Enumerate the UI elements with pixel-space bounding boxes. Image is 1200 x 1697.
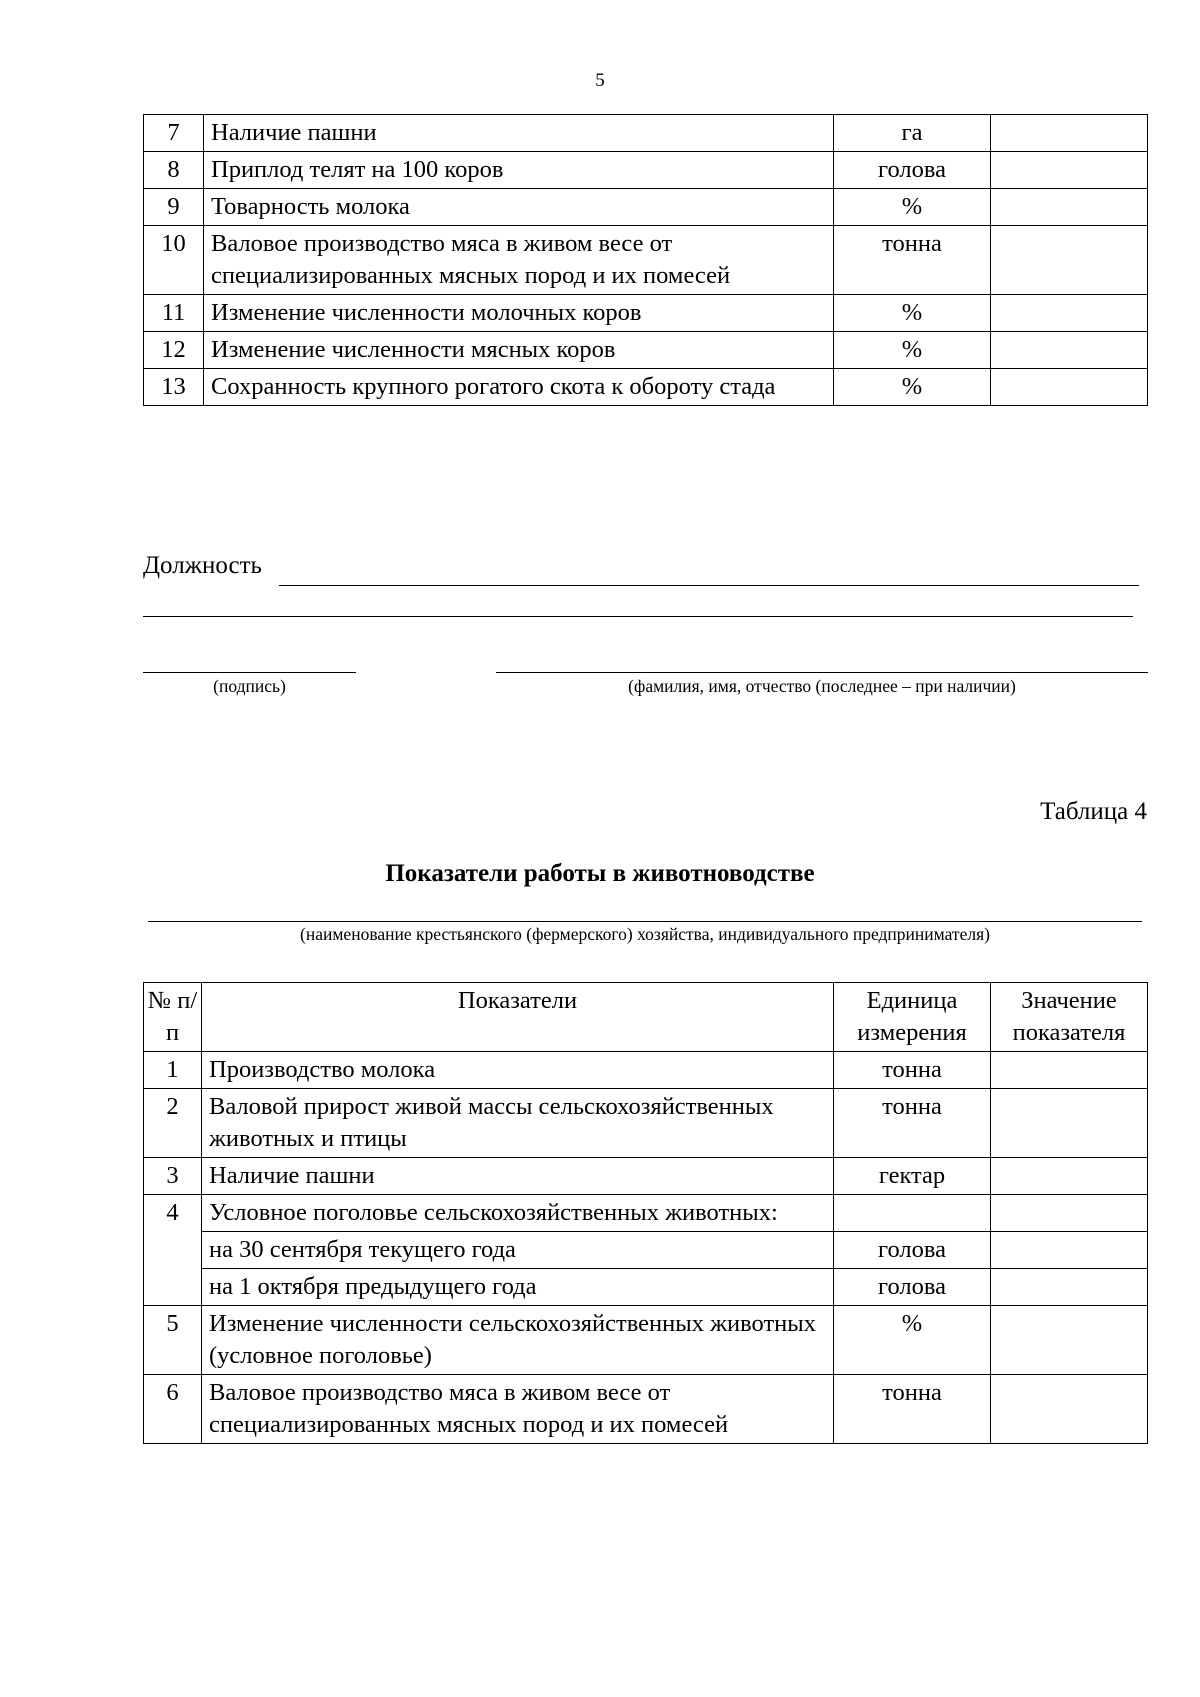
value-cell[interactable] (991, 1232, 1148, 1269)
page-number: 5 (595, 70, 605, 91)
value-cell[interactable] (991, 115, 1148, 152)
unit-cell: тонна (834, 1052, 991, 1089)
organization-name-caption: (наименование крестьянского (фермерского) хозяйства, индивидуального предпринимателя) (300, 924, 990, 944)
value-cell[interactable] (991, 1306, 1148, 1375)
table-4 (143, 982, 1148, 1444)
value-cell[interactable] (991, 189, 1148, 226)
row-number: 11 (144, 295, 204, 332)
unit-cell: % (834, 332, 991, 369)
table-row (144, 226, 1148, 295)
indicator-cell: Сохранность крупного рогатого скота к обороту стада (204, 369, 834, 406)
indicators-table-continued (143, 114, 1148, 406)
table-row (144, 152, 1148, 189)
unit-cell: голова (834, 152, 991, 189)
table-row (144, 369, 1148, 406)
row-number: 12 (144, 332, 204, 369)
table-row (144, 189, 1148, 226)
value-cell[interactable] (991, 332, 1148, 369)
full-name-caption: (фамилия, имя, отчество (последнее – при наличии) (628, 676, 1016, 696)
unit-cell: га (834, 115, 991, 152)
indicator-cell: Изменение численности молочных коров (204, 295, 834, 332)
row-number: 5 (144, 1306, 202, 1375)
unit-cell: % (834, 369, 991, 406)
indicator-cell: Условное поголовье сельскохозяйственных животных: (202, 1195, 834, 1232)
indicator-cell: Приплод телят на 100 коров (204, 152, 834, 189)
row-number: 3 (144, 1158, 202, 1195)
indicator-cell: на 30 сентября текущего года (202, 1232, 834, 1269)
unit-cell: тонна (834, 1089, 991, 1158)
table-header-row (144, 983, 1148, 1052)
table-row (144, 295, 1148, 332)
indicator-cell: Изменение численности сельскохозяйственных животных (условное поголовье) (202, 1306, 834, 1375)
header-number: № п/п (144, 983, 202, 1052)
table-label: Таблица 4 (1040, 798, 1147, 825)
table-title: Показатели работы в животноводстве (385, 860, 815, 887)
indicator-cell: Изменение численности мясных коров (204, 332, 834, 369)
full-name-field[interactable] (496, 672, 1148, 673)
header-indicator: Показатели (202, 983, 834, 1052)
indicator-cell: Валовое производство мяса в живом весе от специализированных мясных пород и их помесей (202, 1375, 834, 1444)
value-cell[interactable] (991, 295, 1148, 332)
unit-cell (834, 1195, 991, 1232)
row-number: 13 (144, 369, 204, 406)
header-unit: Единица измерения (834, 983, 991, 1052)
signature-caption: (подпись) (213, 676, 286, 696)
value-cell[interactable] (991, 1195, 1148, 1232)
unit-cell: голова (834, 1232, 991, 1269)
table-row (144, 1195, 1148, 1232)
value-cell[interactable] (991, 1089, 1148, 1158)
table-row (144, 1052, 1148, 1089)
unit-cell: % (834, 1306, 991, 1375)
value-cell[interactable] (991, 369, 1148, 406)
value-cell[interactable] (991, 1158, 1148, 1195)
unit-cell: % (834, 189, 991, 226)
table-row (144, 1089, 1148, 1158)
unit-cell: % (834, 295, 991, 332)
indicator-cell: Наличие пашни (202, 1158, 834, 1195)
value-cell[interactable] (991, 1375, 1148, 1444)
table-row (144, 1158, 1148, 1195)
value-cell[interactable] (991, 1269, 1148, 1306)
value-cell[interactable] (991, 152, 1148, 189)
indicator-cell: на 1 октября предыдущего года (202, 1269, 834, 1306)
position-field[interactable] (279, 585, 1139, 586)
unit-cell: голова (834, 1269, 991, 1306)
table-subrow (144, 1269, 1148, 1306)
indicator-cell: Наличие пашни (204, 115, 834, 152)
position-label: Должность (143, 552, 262, 579)
row-number: 8 (144, 152, 204, 189)
row-number: 6 (144, 1375, 202, 1444)
row-number: 4 (144, 1195, 202, 1306)
value-cell[interactable] (991, 1052, 1148, 1089)
table-row (144, 1306, 1148, 1375)
indicator-cell: Производство молока (202, 1052, 834, 1089)
organization-name-field[interactable] (148, 921, 1142, 922)
unit-cell: гектар (834, 1158, 991, 1195)
unit-cell: тонна (834, 226, 991, 295)
row-number: 9 (144, 189, 204, 226)
table-subrow (144, 1232, 1148, 1269)
value-cell[interactable] (991, 226, 1148, 295)
table-row (144, 115, 1148, 152)
indicator-cell: Валовой прирост живой массы сельскохозяйственных животных и птицы (202, 1089, 834, 1158)
row-number: 1 (144, 1052, 202, 1089)
indicator-cell: Валовое производство мяса в живом весе от специализированных мясных пород и их помесей (204, 226, 834, 295)
row-number: 10 (144, 226, 204, 295)
header-value: Значение показателя (991, 983, 1148, 1052)
row-number: 2 (144, 1089, 202, 1158)
row-number: 7 (144, 115, 204, 152)
table-row (144, 1375, 1148, 1444)
indicator-cell: Товарность молока (204, 189, 834, 226)
position-field-continuation[interactable] (143, 616, 1133, 617)
signature-field[interactable] (143, 672, 356, 673)
table-row (144, 332, 1148, 369)
unit-cell: тонна (834, 1375, 991, 1444)
